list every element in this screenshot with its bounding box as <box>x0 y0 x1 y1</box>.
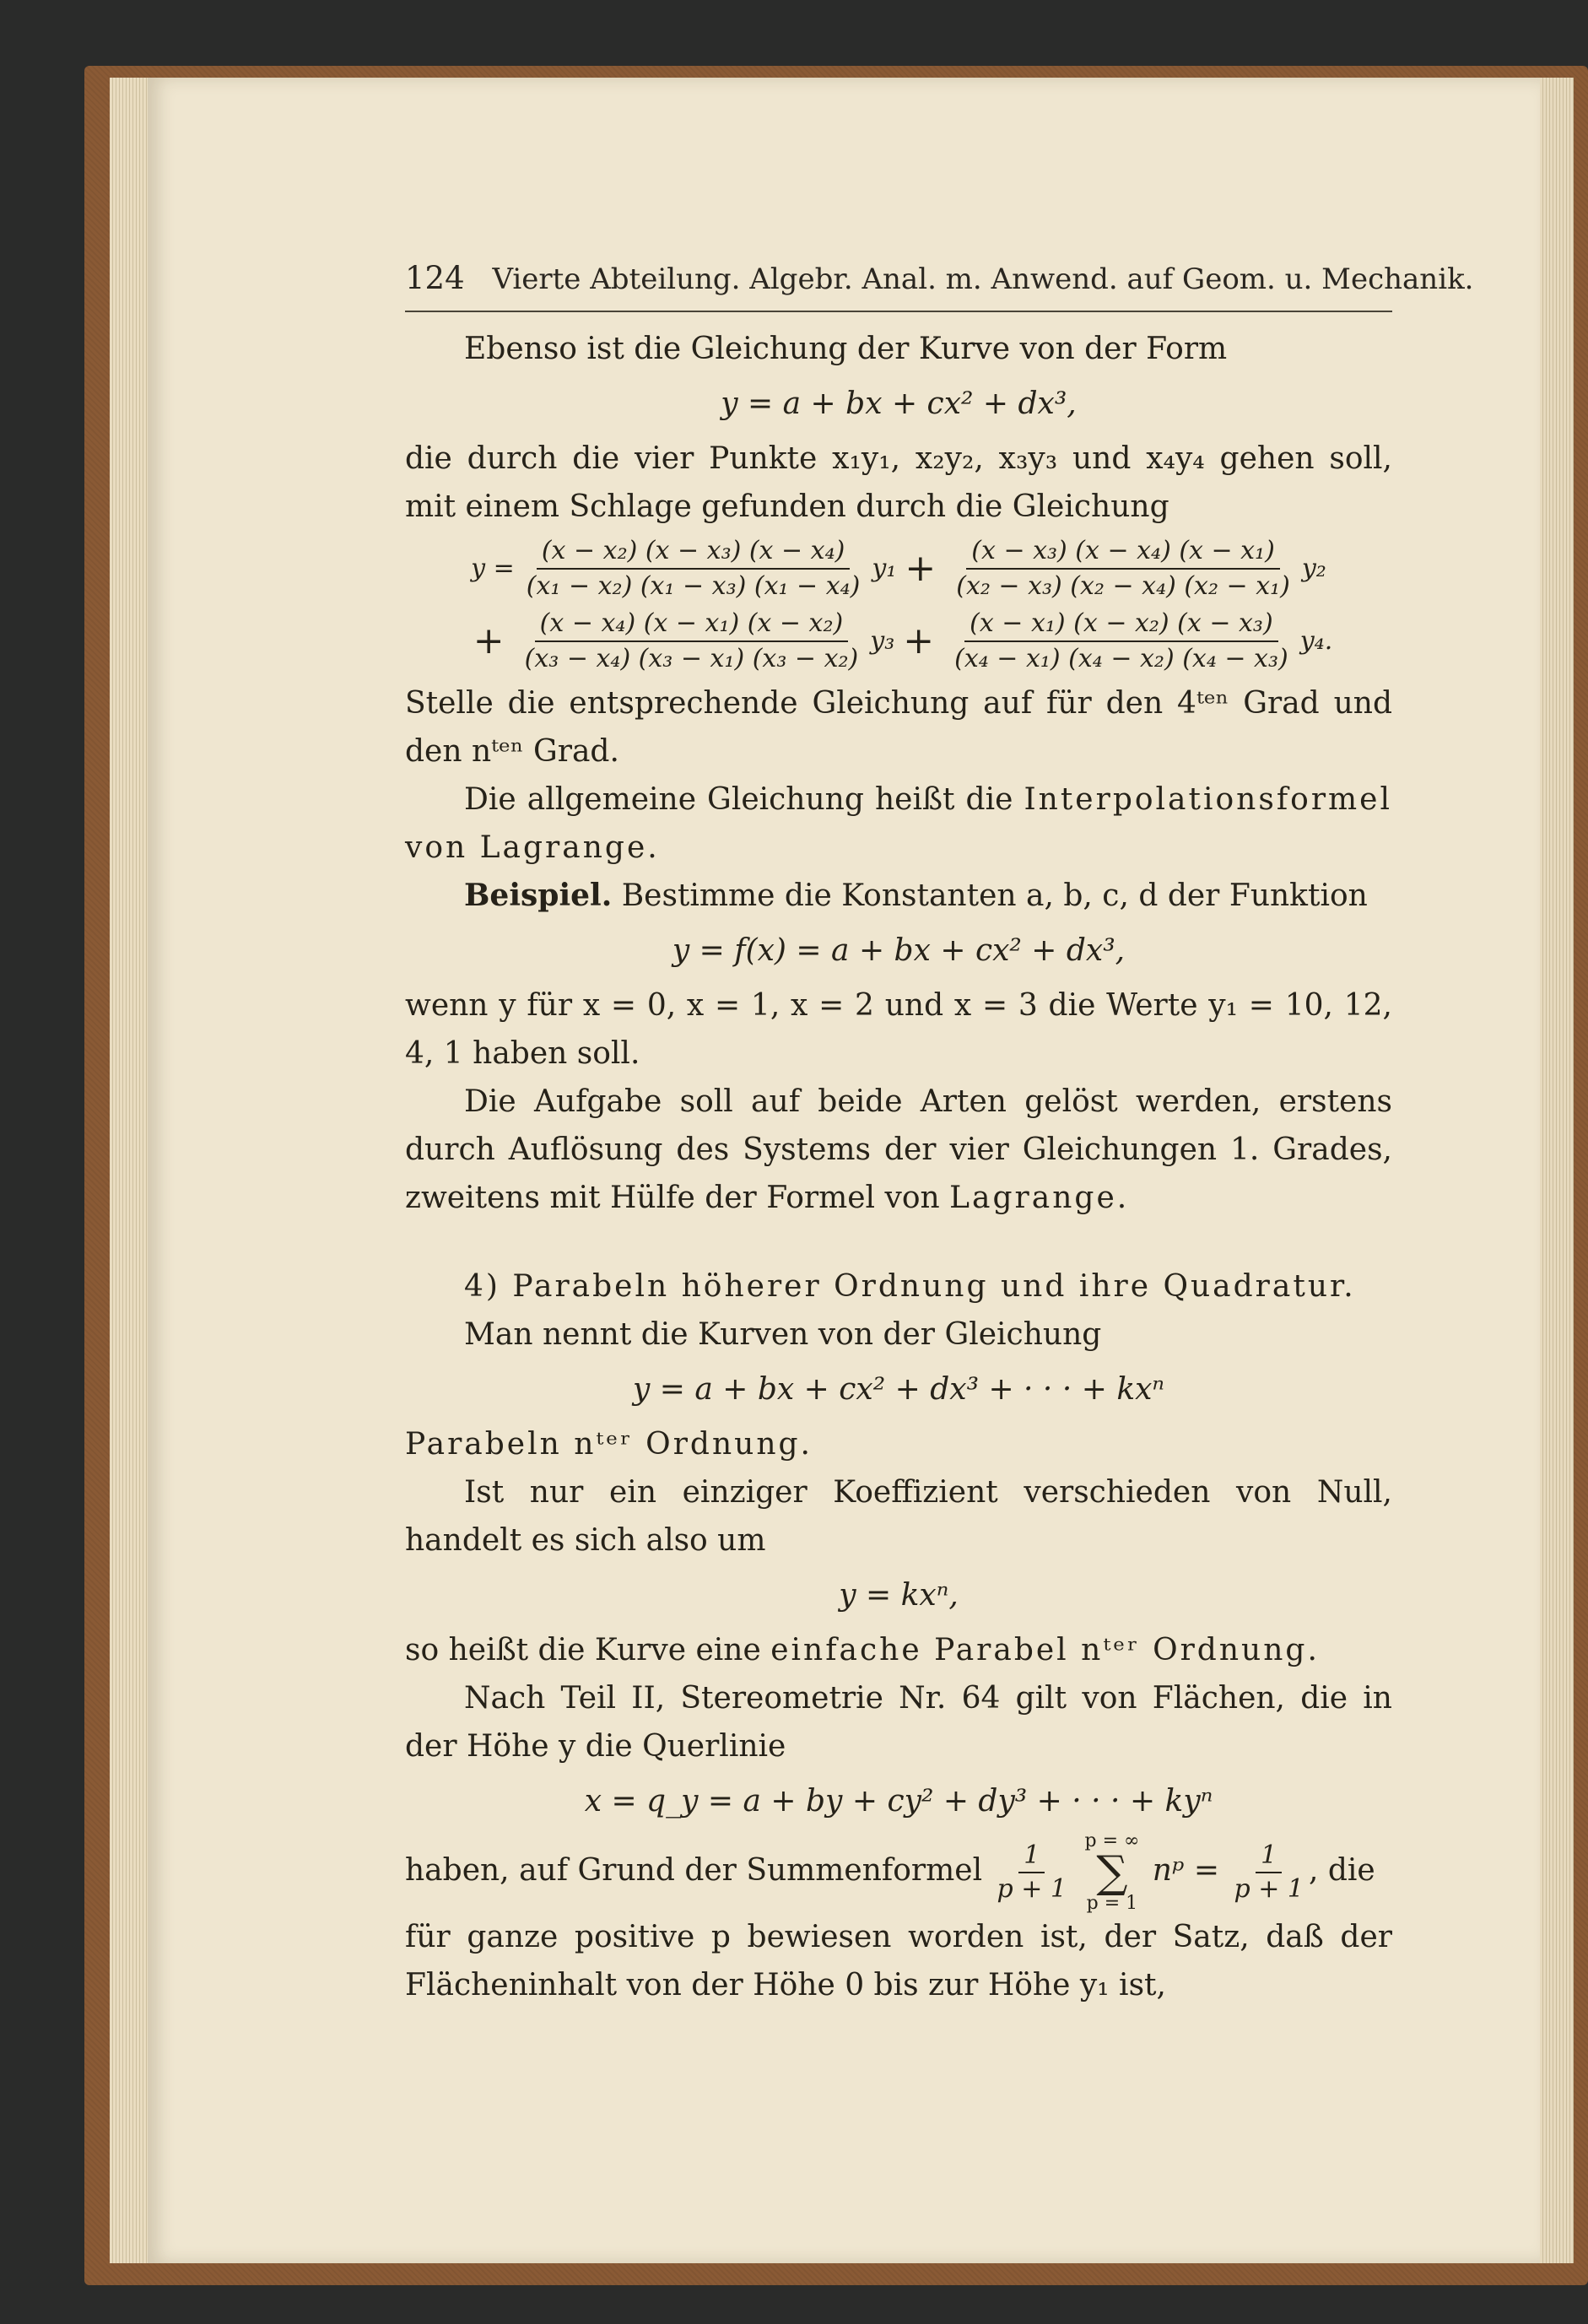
fraction-3-variable: y₃ <box>870 626 895 656</box>
paragraph-stereometry: Nach Teil II, Stereometrie Nr. 64 gilt von Flächen, die in der Höhe y die Querlinie <box>405 1681 1392 1764</box>
fraction-1-denominator: (x₁ − x₂) (x₁ − x₃) (x₁ − x₄) <box>526 571 861 601</box>
paragraph-degree: Stelle die entsprechende Gleichung auf für den 4ᵗᵉⁿ Grad und den nᵗᵉⁿ Grad. <box>405 686 1392 769</box>
fraction-3-numerator: (x − x₄) (x − x₁) (x − x₂) <box>535 607 849 642</box>
numerator: 1 <box>1018 1840 1045 1873</box>
equation-cross-line: x = q_y = a + by + cy² + dy³ + · · · + kyⁿ <box>584 1784 1213 1819</box>
spaced-text: Interpolationsformel von Lagrange. <box>405 782 1392 865</box>
paragraph-beispiel <box>405 872 1392 920</box>
lagrange-formula-row-1 <box>405 534 1392 603</box>
beispiel-label: Beispiel. <box>464 878 613 913</box>
paragraph-sum-formula <box>405 1832 1392 1913</box>
lagrange-formula-row-2 <box>405 607 1392 676</box>
paragraph-intro: Ebenso ist die Gleichung der Kurve von der Form <box>464 332 1228 366</box>
running-title: Vierte Abteilung. Algebr. Anal. m. Anwend. auf Geom. u. Mechanik. <box>492 262 1474 296</box>
paragraph-single-coefficient: Ist nur ein einziger Koeffizient verschieden von Null, handelt es sich also um <box>405 1475 1392 1558</box>
fraction-1-numerator: (x − x₂) (x − x₃) (x − x₄) <box>537 534 851 570</box>
plus-sign: + <box>903 619 935 662</box>
plus-sign: + <box>473 619 505 662</box>
fraction-4 <box>949 607 1294 676</box>
fraction-2 <box>951 534 1295 603</box>
text: Bestimme die Konstanten a, b, c, d der Funktion <box>612 878 1368 913</box>
fraction-3 <box>520 607 864 676</box>
denominator: p + 1 <box>997 1874 1067 1904</box>
paragraph-area: für ganze positive p bewiesen worden ist, der Satz, daß der Flächeninhalt von der Höhe 0 bis zur Höhe y₁ ist, <box>405 1920 1392 2002</box>
plus-sign: + <box>905 547 937 590</box>
page-body <box>405 325 1392 2009</box>
paragraph-simple-parabola <box>405 1626 1392 1674</box>
fraction-2-numerator: (x − x₃) (x − x₄) (x − x₁) <box>966 534 1280 570</box>
fraction-4-numerator: (x − x₁) (x − x₂) (x − x₃) <box>964 607 1278 642</box>
paragraph-curves: Man nennt die Kurven von der Gleichung <box>464 1317 1102 1352</box>
page-edges-right <box>1540 78 1574 2263</box>
fraction-3-denominator: (x₃ − x₄) (x₃ − x₁) (x₃ − x₂) <box>524 644 859 673</box>
section-gap <box>405 1222 1392 1262</box>
spaced-text: einfache Parabel nᵗᵉʳ Ordnung. <box>770 1633 1320 1667</box>
text: , die <box>1308 1853 1375 1888</box>
equation-simple-parabola: y = kxⁿ, <box>839 1578 959 1613</box>
equation-polynomial: y = a + bx + cx² + dx³ + · · · + kxⁿ <box>632 1372 1165 1407</box>
text: Die allgemeine Gleichung heißt die <box>464 782 1024 817</box>
spaced-text: Lagrange. <box>949 1181 1130 1215</box>
running-header <box>405 260 1474 312</box>
equation-function: y = f(x) = a + bx + cx² + dx³, <box>672 933 1126 968</box>
paragraph-lagrange <box>405 776 1392 872</box>
fraction-2-denominator: (x₂ − x₃) (x₂ − x₄) (x₂ − x₁) <box>956 571 1290 601</box>
fraction-1 <box>521 534 866 603</box>
fraction-1-variable: y₁ <box>872 554 897 583</box>
summation-sign <box>1085 1832 1140 1913</box>
text: haben, auf Grund der Summenformel <box>405 1853 983 1888</box>
section-heading: 4) Parabeln höherer Ordnung und ihre Quadratur. <box>464 1269 1356 1304</box>
equation-cubic: y = a + bx + cx² + dx³, <box>721 386 1077 421</box>
fraction-4-variable: y₄. <box>1299 626 1333 656</box>
page-number: 124 <box>405 260 465 296</box>
fraction-2-variable: y₂ <box>1301 554 1326 583</box>
sum-upper-limit: p = ∞ <box>1084 1830 1140 1851</box>
numerator: 1 <box>1256 1840 1282 1873</box>
fraction-4-denominator: (x₄ − x₁) (x₄ − x₂) (x₄ − x₃) <box>954 644 1288 673</box>
sum-fraction-right <box>1234 1840 1304 1905</box>
formula-lead: y = <box>471 554 515 583</box>
sum-fraction-left <box>997 1840 1067 1905</box>
text: so heißt die Kurve eine <box>405 1633 771 1667</box>
sigma-icon: ∑ <box>1096 1847 1128 1898</box>
paragraph-points: die durch die vier Punkte x₁y₁, x₂y₂, x₃y₃ und x₄y₄ gehen soll, mit einem Schlage gefunden durch die Gleichung <box>405 441 1392 524</box>
paragraph-parabolas: Parabeln nᵗᵉʳ Ordnung. <box>405 1427 813 1462</box>
sum-term: nᵖ = <box>1152 1853 1219 1888</box>
paragraph-values: wenn y für x = 0, x = 1, x = 2 und x = 3 die Werte y₁ = 10, 12, 4, 1 haben soll. <box>405 988 1392 1071</box>
text: Die Aufgabe soll auf beide Arten gelöst werden, erstens durch Auflösung des Systems der vier Gleichungen 1. Grades, zweitens mit Hülfe der Formel von <box>405 1084 1392 1215</box>
paragraph-task <box>405 1078 1392 1222</box>
sum-lower-limit: p = 1 <box>1086 1893 1138 1914</box>
denominator: p + 1 <box>1234 1874 1304 1904</box>
